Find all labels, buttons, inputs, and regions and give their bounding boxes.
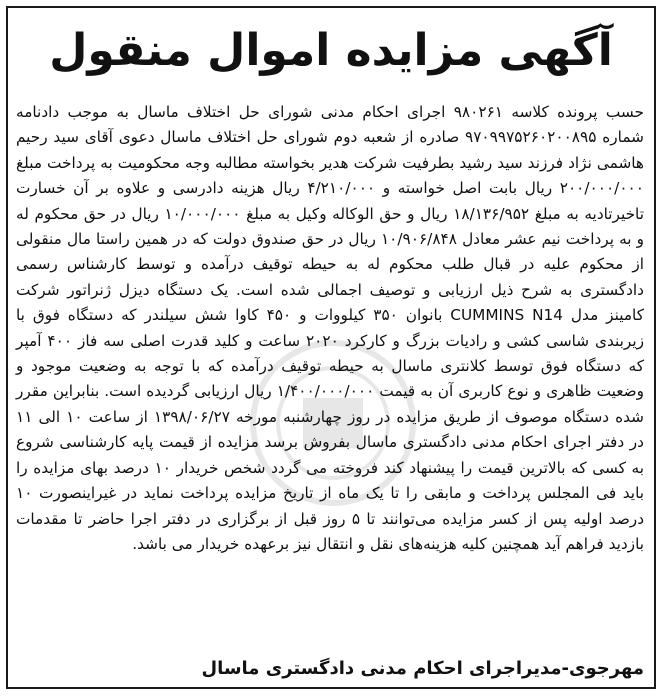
notice-signature: مهرجوی-مدیراجرای احکام مدنی دادگستری ماسال: [201, 658, 644, 679]
notice-body: حسب پرونده کلاسه ۹۸۰۲۶۱ اجرای احکام مدنی شورای حل اختلاف ماسال به موجب دادنامه شماره ۹۷۰۹۹۷۵۲۶۰۲۰۰۸۹۵ صادره از شعبه دوم شورای حل اختلاف ماسال دعوی آقای سید رحیم هاشمی نژاد فرزند سید رشید بطرفیت شرکت هدیر بخواسته مطالبه وجه محکومیت به پرداخت مبلغ ۲۰۰/۰۰۰/۰۰۰ ریال بابت اصل خواسته و ۴/۲۱۰/۰۰۰ ریال هزینه دادرسی و علاوه بر آن خسارت تاخیرتادیه به مبلغ ۱۸/۱۳۶/۹۵۲ ریال و حق الوکاله وکیل به مبلغ ۱۰/۰۰۰/۰۰۰ ریال در حق محکوم له و به پرداخت نیم عشر معادل ۱۰/۹۰۶/۸۴۸ ریال در حق صندوق دولت که در همین راستا مال منقولی از محکوم علیه در قبال طلب محکوم له به حیطه توقیف درآمده و توسط کارشناس رسمی دادگستری به شرح ذیل ارزیابی و توصیف اجمالی شده است. یک دستگاه دیزل ژنراتور شرکت کامینز مدل CUMMINS N14 بانوان ۳۵۰ کیلووات و ۴۵۰ کاوا شش سیلندر که دستگاه فوق با زیربندی شاسی کشی و رادیات بزرگ و کارکرد ۲۰۲۰ ساعت و کلید قدرت اصلی سه فاز ۴۰۰ آمپر که دستگاه فوق توسط کلانتری ماسال به حیطه توقیف درآمده که با توجه به وضعیت موجود و وضعیت ظاهری و نوع کاربری آن به قیمت ۱/۴۰۰/۰۰۰/۰۰۰ ریال ارزیابی گردیده است. بنابراین مقرر شده دستگاه موصوف از طریق مزایده در روز چهارشنبه مورخه ۱۳۹۸/۰۶/۲۷ از ساعت ۱۰ الی ۱۱ در دفتر اجرای احکام مدنی دادگستری ماسال بفروش برسد مزایده از قیمت پایه کارشناسی شروع به کسی که بالاترین قیمت را پیشنهاد کند فروخته می گردد شخص خریدار ۱۰ درصد بهای مزایده را باید فی المجلس پرداخت و مابقی را تا یک ماه از تاریخ مزایده پرداخت نماید در غیراینصورت ۱۰ درصد اولیه پس از کسر مزایده می‌توانند تا ۵ روز قبل از برگزاری در دفتر اجرا حاضر تا مقدمات بازدید فراهم آید همچنین کلیه هزینه‌های نقل و انتقال نیز برعهده خریدار می باشد.: [16, 103, 645, 553]
notice-title: آگهی مزایده اموال منقول: [49, 25, 613, 76]
auction-notice: [6, 6, 656, 689]
